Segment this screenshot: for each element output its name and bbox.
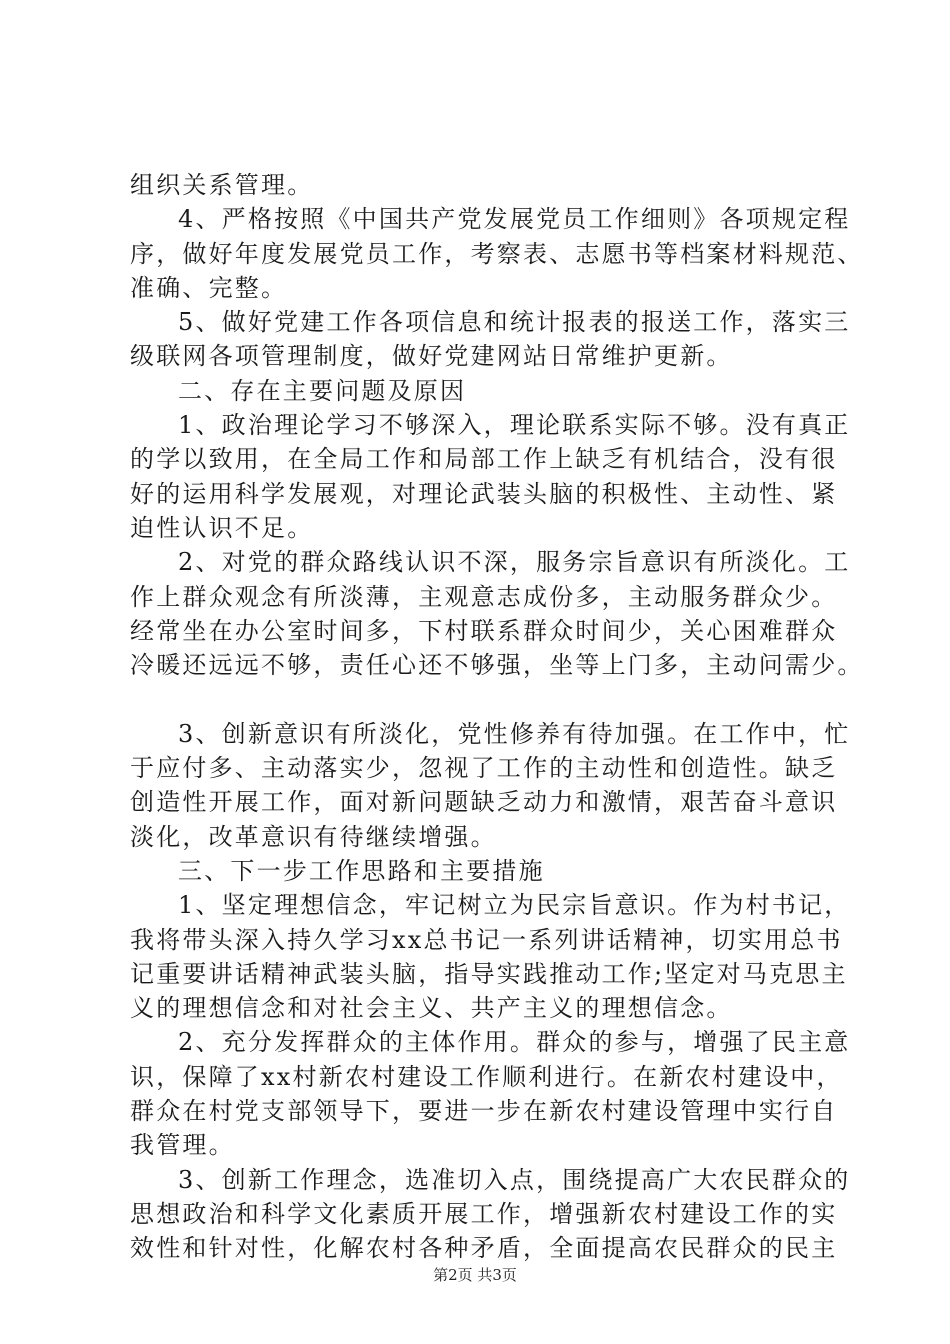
text-line: 序，做好年度发展党员工作，考察表、志愿书等档案材料规范、 bbox=[130, 239, 864, 268]
text-line: 级联网各项管理制度，做好党建网站日常维护更新。 bbox=[130, 342, 733, 371]
section-heading: 三、下一步工作思路和主要措施 bbox=[178, 856, 545, 885]
text-line: 1、政治理论学习不够深入，理论联系实际不够。没有真正 bbox=[178, 411, 851, 440]
page-footer: 第2页 共3页 bbox=[433, 1266, 517, 1284]
text-line: 淡化，改革意识有待继续增强。 bbox=[130, 822, 497, 851]
text-line: 组织关系管理。 bbox=[130, 171, 314, 199]
text-line: 4、严格按照《中国共产党发展党员工作细则》各项规定程 bbox=[178, 205, 851, 234]
text-line: 准确、完整。 bbox=[130, 273, 288, 302]
text-line: 好的运用科学发展观，对理论武装头脑的积极性、主动性、紧 bbox=[130, 479, 838, 508]
text-line: 2、对党的群众路线认识不深，服务宗旨意识有所淡化。工 bbox=[178, 548, 851, 577]
text-line: 5、做好党建工作各项信息和统计报表的报送工作，落实三 bbox=[178, 308, 851, 337]
text-line: 迫性认识不足。 bbox=[130, 513, 314, 542]
text-line: 作上群众观念有所淡薄，主观意志成份多，主动服务群众少。 bbox=[130, 582, 838, 611]
text-line: 我管理。 bbox=[130, 1131, 235, 1160]
text-line: 义的理想信念和对社会主义、共产主义的理想信念。 bbox=[130, 994, 733, 1023]
section-heading: 二、存在主要问题及原因 bbox=[178, 376, 467, 405]
text-line: 我将带头深入持久学习xx总书记一系列讲话精神，切实用总书 bbox=[130, 925, 843, 954]
text-line: 3、创新意识有所淡化，党性修养有待加强。在工作中，忙 bbox=[178, 719, 851, 748]
text-line: 思想政治和科学文化素质开展工作，增强新农村建设工作的实 bbox=[130, 1199, 838, 1228]
text-line: 记重要讲话精神武装头脑，指导实践推动工作;坚定对马克思主 bbox=[130, 959, 848, 988]
text-line: 于应付多、主动落实少，忽视了工作的主动性和创造性。缺乏 bbox=[130, 754, 838, 783]
document-body bbox=[130, 168, 864, 1266]
blank-line bbox=[130, 682, 852, 716]
text-line: 的学以致用，在全局工作和局部工作上缺乏有机结合，没有很 bbox=[130, 445, 838, 474]
text-line: 群众在村党支部领导下，要进一步在新农村建设管理中实行自 bbox=[130, 1097, 838, 1126]
text-line: 2、充分发挥群众的主体作用。群众的参与，增强了民主意 bbox=[178, 1028, 851, 1057]
text-line: 经常坐在办公室时间多，下村联系群众时间少，关心困难群众 bbox=[130, 616, 838, 645]
text-line: 1、坚定理想信念，牢记树立为民宗旨意识。作为村书记， bbox=[178, 891, 851, 920]
text-line: 3、创新工作理念，选准切入点，围绕提高广大农民群众的 bbox=[178, 1165, 851, 1194]
text-line: 冷暖还远远不够，责任心还不够强，坐等上门多，主动问需少。 bbox=[130, 651, 864, 680]
text-line: 效性和针对性，化解农村各种矛盾，全面提高农民群众的民主 bbox=[130, 1234, 838, 1263]
text-line: 创造性开展工作，面对新问题缺乏动力和激情，艰苦奋斗意识 bbox=[130, 788, 838, 817]
text-line: 识，保障了xx村新农村建设工作顺利进行。在新农村建设中， bbox=[130, 1062, 843, 1091]
